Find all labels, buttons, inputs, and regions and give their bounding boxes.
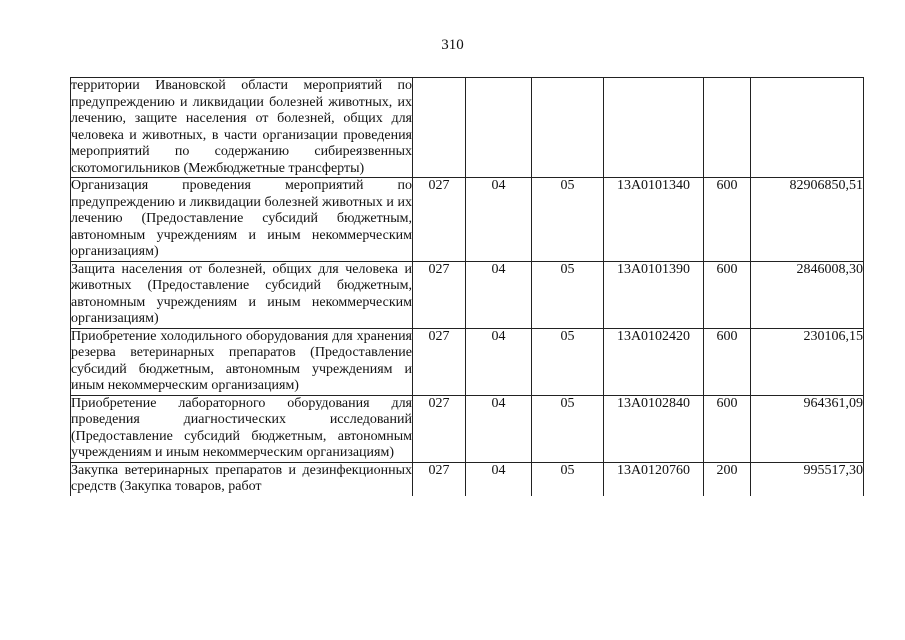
table-row xyxy=(71,78,864,178)
row-description: территории Ивановской области мероприятий по предупреждению и ликвидации болезней животных, их лечению, защите населения от болезней, общих для человека и животных, в части организации проведения мероприятий по содержанию сибиреязвенных скотомогильников (Межбюджетные трансферты) xyxy=(71,78,412,176)
row-expense-type: 600 xyxy=(704,261,751,328)
row-description: Приобретение холодильного оборудования для хранения резерва ветеринарных препаратов (Предоставление субсидий бюджетным, автономным учреждениям и иным некоммерческим организациям) xyxy=(71,328,412,393)
row-subsection-code: 05 xyxy=(532,328,604,395)
row-target-article: 13А0102840 xyxy=(604,395,704,462)
row-amount xyxy=(751,78,864,178)
table-row xyxy=(71,462,864,496)
row-target-article: 13А0101390 xyxy=(604,261,704,328)
row-amount: 2846008,30 xyxy=(751,261,864,328)
row-subsection-code: 05 xyxy=(532,178,604,262)
row-subsection-code: 05 xyxy=(532,261,604,328)
row-expense-type: 600 xyxy=(704,395,751,462)
row-description: Организация проведения мероприятий по предупреждению и ликвидации болезней животных и их лечению (Предоставление субсидий бюджетным, автономным учреждениям и иным некоммерческим организациям) xyxy=(71,178,412,259)
row-expense-type xyxy=(704,78,751,178)
row-description: Приобретение лабораторного оборудования для проведения диагностических исследований (Предоставление субсидий бюджетным, автономным учреждениям и иным некоммерческим организациям) xyxy=(71,395,412,460)
row-target-article: 13А0120760 xyxy=(604,462,704,496)
table-row xyxy=(71,395,864,462)
row-amount: 995517,30 xyxy=(751,462,864,496)
row-expense-type: 600 xyxy=(704,178,751,262)
row-amount: 82906850,51 xyxy=(751,178,864,262)
row-expense-type: 600 xyxy=(704,328,751,395)
row-target-article: 13А0101340 xyxy=(604,178,704,262)
row-subsection-code xyxy=(532,78,604,178)
row-section-code xyxy=(466,78,532,178)
row-ministry-code: 027 xyxy=(413,261,466,328)
row-section-code: 04 xyxy=(466,328,532,395)
row-target-article: 13А0102420 xyxy=(604,328,704,395)
row-ministry-code: 027 xyxy=(413,462,466,496)
table-row xyxy=(71,261,864,328)
row-section-code: 04 xyxy=(466,395,532,462)
row-ministry-code: 027 xyxy=(413,328,466,395)
row-section-code: 04 xyxy=(466,178,532,262)
row-section-code: 04 xyxy=(466,462,532,496)
row-section-code: 04 xyxy=(466,261,532,328)
row-subsection-code: 05 xyxy=(532,462,604,496)
row-ministry-code: 027 xyxy=(413,395,466,462)
row-amount: 230106,15 xyxy=(751,328,864,395)
row-ministry-code: 027 xyxy=(413,178,466,262)
row-target-article xyxy=(604,78,704,178)
page-number: 310 xyxy=(441,37,464,53)
row-description: Закупка ветеринарных препаратов и дезинфекционных средств (Закупка товаров, работ xyxy=(71,462,412,494)
table-row xyxy=(71,178,864,262)
row-ministry-code xyxy=(413,78,466,178)
row-amount: 964361,09 xyxy=(751,395,864,462)
row-description: Защита населения от болезней, общих для человека и животных (Предоставление субсидий бюджетным, автономным учреждениям и иным некоммерческим организациям) xyxy=(71,261,412,326)
budget-table xyxy=(70,77,864,496)
row-subsection-code: 05 xyxy=(532,395,604,462)
table-row xyxy=(71,328,864,395)
row-expense-type: 200 xyxy=(704,462,751,496)
